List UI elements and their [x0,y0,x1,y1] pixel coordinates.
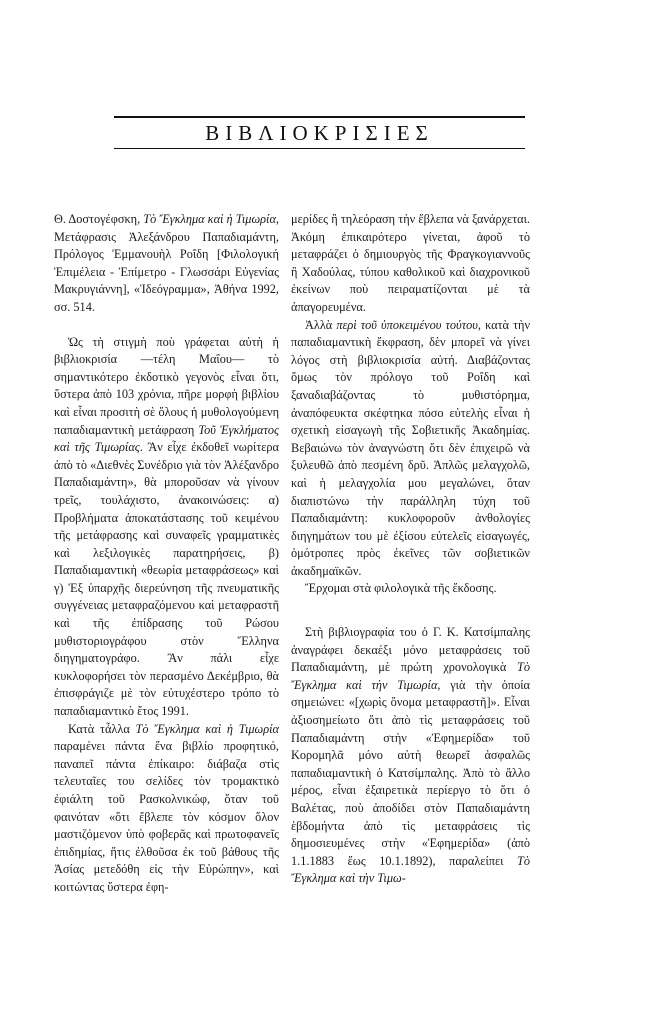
review-paragraph-4 [291,317,530,581]
paragraph-italic-title: Τὸ Ἔγκλημα καὶ ἡ Τιμωρία [135,721,279,736]
paragraph-text-continued: , κατὰ τὴν παπαδιαμαντικὴ ἔκφραση, δὲν μπορεῖ νὰ γίνει λόγος στὴ βιβλιοκρισία αὐτή. Διαβάζοντας ὅμως τὸν πρόλογο τοῦ Ροΐδη καὶ ξαναδιαβάζοντας τὸ μυθιστόρημα, ἀναπόφευκτα σκέφτηκα πόσο εὐτελὴς εἶναι ἡ σχετικὴ εἰσαγωγὴ τῆς Σοβιετικῆς Ἀκαδημίας. Βεβαιώνω τὸν ἀναγνώστη ὅτι δὲν ἐπιχειρῶ νὰ ξυλευθῶ ἀπὸ πεσμένη δρῦ. Ἁπλῶς μελαγχολῶ, καὶ ἡ μελαγχολία μου μεγαλώνει, ὅταν διαπιστώνω τὴν παράλληλη τύχη τοῦ Παπαδιαμάντη: κυκλοφοροῦν ἀνθολογίες διηγημάτων του μὲ ἐξίσου εὐτελεῖς εἰσαγωγές, ὁμότροπες πρὸς ἐκεῖνες τῶν σοβιετικῶν ἀκαδημαϊκῶν. [291,317,531,578]
right-column [291,211,530,888]
review-paragraph-6 [291,624,530,888]
paragraph-text: μερίδες ἢ τηλεόραση τὴν ἔβλεπα νὰ ξανάρχεται. Ἀκόμη ἐπικαιρότερο γίνεται, ἀφοῦ τὸ μεταφράζει ὁ δημιουργὸς τῆς Φραγκογιαννοῦς ἢ Χαδούλας, τύπου καθολικοῦ καὶ διαχρονικοῦ ἐκείνων ποὺ πειραματίζονται μὲ τὰ ἀπαγορευμένα. [291,212,530,314]
book-citation [54,211,279,317]
review-paragraph-2 [54,721,279,897]
review-paragraph-3 [291,211,530,317]
review-paragraph-1 [54,334,279,721]
citation-book-title: Τὸ Ἔγκλημα καὶ ἡ Τιμωρία [143,212,276,226]
citation-author: Θ. Δοστογέφσκη, [54,212,144,226]
paragraph-italic-title: Τοῦ Ἐγκλήματος καὶ τῆς Τιμωρίας [54,422,279,455]
paragraph-text: Ἀλλὰ [305,317,337,332]
paragraph-text: Ἔρχομαι στὰ φιλολογικὰ τῆς ἔκδοσης. [305,581,497,596]
paragraph-text: Ὡς τὴ στιγμὴ ποὺ γράφεται αὐτὴ ἡ βιβλιοκρισία —τέλη Μαΐου— τὸ σημαντικότερο ἐκδοτικὸ γεγονὸς εἶναι ὅτι, ὕστερα ἀπὸ 103 χρόνια, πῆρε μορφὴ βιβλίου καὶ εἶναι προσιτὴ σὲ ὅλους ἡ μυθολογούμενη παπαδιαμαντικὴ μετάφραση [54,334,279,437]
paragraph-italic-title: Τὸ Ἔγκλημα καὶ τὴν Τιμωρία [291,660,530,692]
paragraph-italic-title: περὶ τοῦ ὑποκειμένου τούτου [336,317,478,332]
title-rule-bottom [114,148,525,149]
paragraph-text: Κατὰ τἆλλα [68,721,136,736]
citation-details: , Μετάφρασις Ἀλεξάνδρου Παπαδιαμάντη, Πρόλογος Ἐμμανουὴλ Ροΐδη [Φιλολογική Ἐπιμέλεια - Ἐπίμετρο - Γλωσσάρι Εὐγενίας Μακρυγιάννη], «Ἰδεόγραμμα», Ἀθήνα 1992, σσ. 514. [54,212,279,314]
paragraph-text-continued: , γιὰ τὴν ὁποία σημειώνει: «[χωρὶς ὄνομα μεταφραστῆ]». Εἶναι ἀξιοσημείωτο ὅτι ἀπὸ τὶς μεταφράσεις τοῦ Παπαδιαμάντη στὴν «Ἐφημερίδα» τοῦ Κορομηλᾶ μόνο αὐτὴ θεωρεῖ ἀσφαλῶς παπαδιαμαντικὴ ὁ Κατσίμπαλης. Ἀπὸ τὸ ἄλλο μέρος, εἶναι ἐξαιρετικὰ περίεργο τὸ ὅτι ὁ Βαλέτας, ποὺ ἀποδίδει στὸν Παπαδιαμάντη ἑβδομήντα ἀπὸ τὶς μεταφράσεις τὶς δημοσιευμένες στὴν «Ἐφημερίδα» (ἀπὸ 1.1.1883 ἕως 10.1.1892), παραλείπει [291,677,530,868]
paragraph-text-continued: παραμένει πάντα ἕνα βιβλίο προφητικό, παναπεῖ πάντα ἐπίκαιρο: διάβαζα στὶς τελευταῖες του σελίδες τὸν τρομακτικὸ ἐφιάλτη τοῦ Ρασκολνικώφ, ὅταν τοῦ φαινόταν «ὅτι ἔβλεπε τὸν κόσμον ὅλον μαστιζόμενον ὑπὸ φοβερᾶς καὶ πρωτοφανεῖς ἐπιδημίας, ἥτις ἐλθοῦσα ἐκ τοῦ βάθους τῆς Ἀσίας μετεδόθη εἰς τὴν Εὐρώπην», καὶ κοιτώντας ὕστερα ἐφη- [54,739,279,894]
paragraph-text: Στὴ βιβλιογραφία του ὁ Γ. Κ. Κατσίμπαλης ἀναγράφει δεκαέξι μόνο μεταφράσεις τοῦ Παπαδιαμάντη, μὲ πρώτη χρονολογικὰ [291,625,530,675]
left-column [54,211,279,897]
page-title: ΒΙΒΛΙΟΚΡΙΣΙΕΣ [205,121,434,145]
paragraph-italic-title-2: Τὸ Ἔγκλημα καὶ τὴν Τιμω- [291,853,530,886]
review-paragraph-5 [291,580,530,598]
paragraph-text-continued: . Ἂν εἶχε ἐκδοθεῖ νωρίτερα ἀπὸ τὸ «Διεθνὲς Συνέδριο γιὰ τὸν Ἀλέξανδρο Παπαδιαμάντη», θὰ μποροῦσαν νὰ γίνουν τρεῖς, τουλάχιστο, ἀνακοινώσεις: α) Προβλήματα ἀποκατάστασης τοῦ κειμένου τῆς μετάφρασης καὶ συναφεῖς γραμματικὲς καὶ λεξιλογικὲς παρατηρήσεις, β) Παπαδιαμαντικὴ «θεωρία μεταφράσεως» καὶ γ) Ἐξ ὑπαρχῆς διερεύνηση τῆς πνευματικῆς συγγένειας μεταφραζόμενου καὶ μεταφραστῆ καὶ τῆς ἐπίδρασης τοῦ Ρώσου μυθιστοριογράφου στὸν Ἕλληνα διηγηματογράφο. Ἂν πάλι εἶχε κυκλοφορήσει τὸν περασμένο Δεκέμβριο, θὰ ἐπισφράγιζε μὲ τὸν εὐτυχέστερο τρόπο τὸ παπαδιαμαντικὸ ἔτος 1991. [54,440,279,719]
